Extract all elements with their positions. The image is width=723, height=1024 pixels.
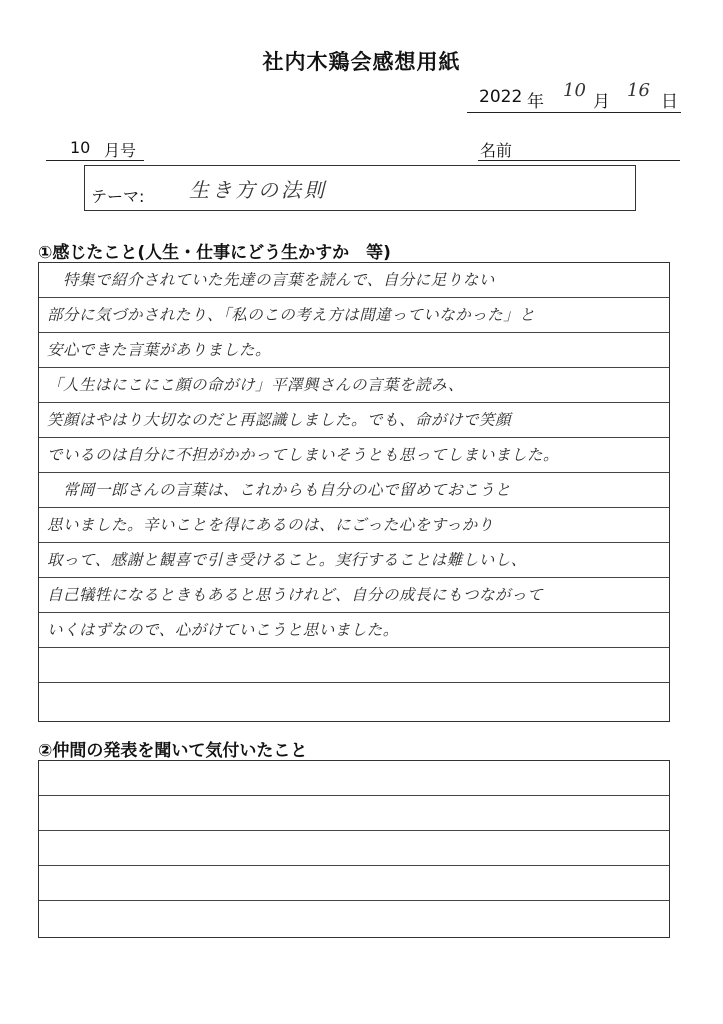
section2-line bbox=[39, 866, 669, 901]
section1-line: 特集で紹介されていた先達の言葉を読んで、自分に足りない bbox=[39, 263, 669, 298]
section1-line bbox=[39, 648, 669, 683]
name-field bbox=[478, 136, 680, 161]
date-month: 10 bbox=[563, 80, 586, 101]
form-title: 社内木鶏会感想用紙 bbox=[262, 50, 461, 74]
section1-line: 思いました。辛いことを得にあるのは、にごった心をすっかり bbox=[39, 508, 669, 543]
issue-label: 月号 bbox=[104, 141, 137, 160]
section1-line: 常岡一郎さんの言葉は、これからも自分の心で留めておこうと bbox=[39, 473, 669, 508]
section1-line: 安心できた言葉がありました。 bbox=[39, 333, 669, 368]
theme-value: 生き方の法則 bbox=[189, 178, 327, 202]
issue-field bbox=[46, 136, 144, 161]
section1-line: 「人生はにこにこ顔の命がけ」平澤興さんの言葉を読み、 bbox=[39, 368, 669, 403]
issue-number: 10 bbox=[70, 138, 91, 157]
section1-line: いくはずなので、心がけていこうと思いました。 bbox=[39, 613, 669, 648]
section1-line: 取って、感謝と観喜で引き受けること。実行することは難しいし、 bbox=[39, 543, 669, 578]
date-day-unit: 日 bbox=[661, 92, 678, 112]
section1-heading: ①感じたこと(人生・仕事にどう生かすか 等) bbox=[38, 243, 391, 263]
section2-heading: ②仲間の発表を聞いて気付いたこと bbox=[38, 741, 308, 761]
date-year-unit: 年 bbox=[527, 92, 544, 112]
section1-line: でいるのは自分に不担がかかってしまいそうとも思ってしまいました。 bbox=[39, 438, 669, 473]
section2-line bbox=[39, 831, 669, 866]
theme-box bbox=[84, 165, 636, 211]
section1-line: 笑顔はやはり大切なのだと再認識しました。でも、命がけで笑顔 bbox=[39, 403, 669, 438]
section1-box bbox=[38, 262, 670, 722]
section1-line: 自己犠牲になるときもあると思うけれど、自分の成長にもつながって bbox=[39, 578, 669, 613]
date-month-unit: 月 bbox=[593, 92, 610, 112]
theme-label: テーマ: bbox=[91, 187, 145, 206]
section2-box bbox=[38, 760, 670, 938]
name-label: 名前 bbox=[480, 141, 513, 160]
section2-line bbox=[39, 761, 669, 796]
section2-line bbox=[39, 796, 669, 831]
section1-line bbox=[39, 683, 669, 717]
section1-line: 部分に気づかされたり、「私のこの考え方は間違っていなかった」と bbox=[39, 298, 669, 333]
date-day: 16 bbox=[627, 80, 650, 101]
date-field bbox=[467, 80, 681, 113]
date-year: 2022 bbox=[479, 87, 523, 107]
section2-line bbox=[39, 901, 669, 935]
